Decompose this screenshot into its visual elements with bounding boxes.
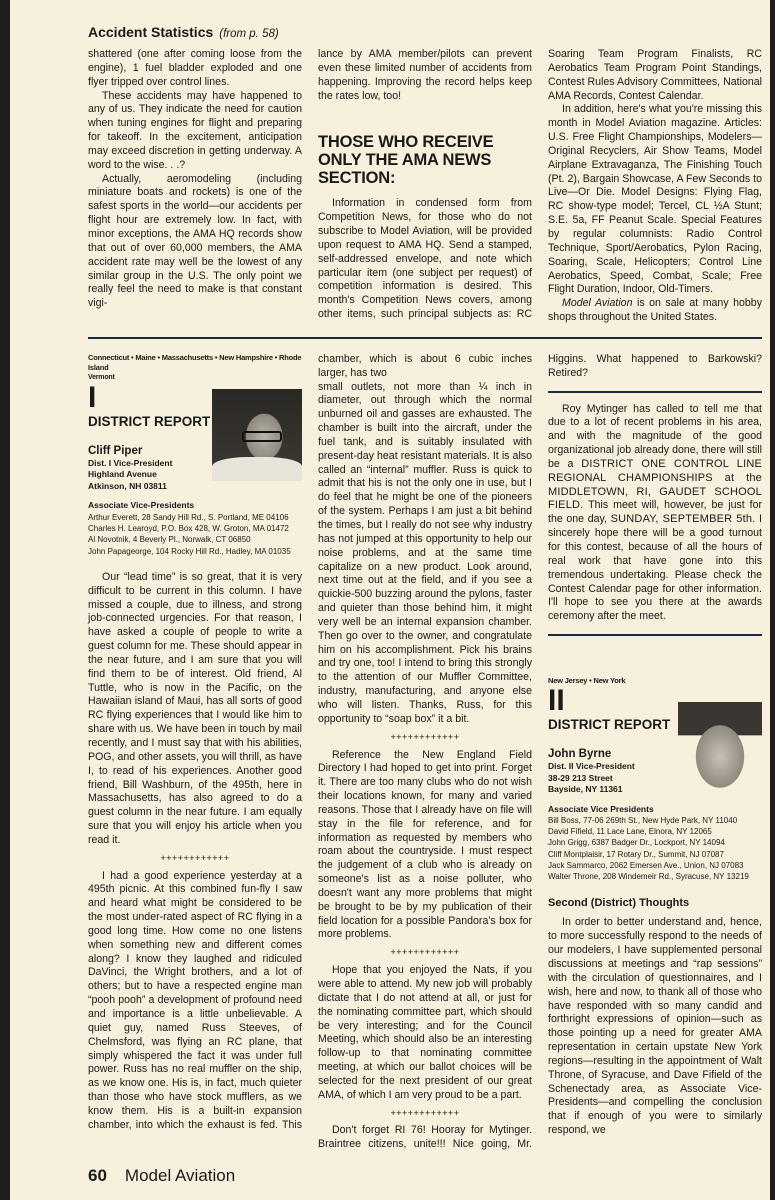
district-numeral: II [548, 684, 565, 718]
associate-vp: John Papageorge, 104 Rocky Hill Rd., Hadley, MA 01035 [88, 546, 291, 556]
associate-title: Associate Vice Presidents [548, 803, 654, 814]
paragraph: Information in condensed form from Competition News, for those who do not subscribe to Model Aviation, will be provided upon request to AMA HQ. Send a stamped, self-addressed envelope, and note which particular item (one subject per request) of competition information is desired. This month's Competition News covers, among other items, such principal subjects as: RC Soaring Team Program Finalists, RC Aerobatics Team Program Point Standings, Contest Rules Advisory Committees, National AMA Records, Contest Calendar. [318, 48, 762, 321]
vp-title: Dist. II Vice-President [548, 761, 635, 772]
paragraph [548, 297, 762, 325]
separator: ++++++++++++ [390, 947, 460, 958]
vp-address: Highland Avenue [88, 469, 157, 480]
paragraph-text: Roy Mytinger has called to tell me that due to a lot of recent problems in his area, and with the magnitude of the good organizational job already done, there will still be a [548, 402, 762, 470]
vp-name: Cliff Piper [88, 444, 143, 457]
paragraph: Don't forget RI 76! Hooray for Mytinger. Braintree citizens, unite!!! Nice going, Mr. Higgins. What happened to Barkowski? Retired? [318, 352, 762, 1151]
associate-vp: Jack Sammarco, 2062 Emersen Ave., Union, NJ 07083 [548, 861, 744, 871]
district-2-header [548, 676, 762, 883]
page-number: 60 [88, 1166, 107, 1186]
paragraph-text: I sincerely hope there will be a good turnout for this contest, because of all the hours of real work that have gone into this tremendous undertaking. Please check the Contest Calendar page for other information. I'll hope to see you there at the awards ceremony after the meet. [548, 513, 763, 623]
shirt [212, 457, 302, 481]
district-numeral: I [88, 380, 97, 414]
news-section-heading: THOSE WHO RECEIVE ONLY THE AMA NEWS SECTION: [318, 133, 494, 188]
magazine-title: Model Aviation [124, 1166, 236, 1186]
magazine-page [10, 0, 770, 1200]
divider [548, 391, 762, 393]
divider [88, 337, 762, 339]
district-title: DISTRICT REPORT [548, 717, 671, 733]
associate-vp: Walter Throne, 208 Windemeir Rd., Syracuse, NY 13219 [548, 872, 749, 882]
paragraph: Hope that you enjoyed the Nats, if you were able to attend. My new job will probably dictate that I do not attend at all, or just for the nominating committee part, which should be very interesting; and for the Council Meeting, which should also be an interesting follow-up to that nominating committee meeting, at which our ballot choices will be selected for the next president of our great AMA, of which I am very proud to be a part. [318, 964, 532, 1101]
header-title: Accident Statistics [88, 24, 214, 40]
associate-vp-list [88, 500, 302, 556]
subheading: Second (District) Thoughts [548, 896, 690, 909]
associate-vp: Bill Boss, 77-06 269th St., New Hyde Park, NY 11040 [548, 815, 738, 825]
event-date: SUNDAY, SEPTEMBER 5th. [610, 513, 756, 526]
associate-vp-list [548, 804, 762, 883]
paragraph [548, 403, 762, 625]
section-header [88, 24, 770, 40]
district-states: Connecticut • Maine • Massachusetts • New Hampshire • Rhode Island [88, 352, 302, 372]
divider [548, 634, 762, 636]
cliff-piper-photo [212, 389, 302, 481]
separator: ++++++++++++ [390, 731, 460, 742]
vp-name: John Byrne [548, 748, 612, 761]
paragraph: In order to better understand and, hence, to more successfully respond to the needs of our modelers, I have supplemented personal discussions at meetings and “rap sessions” with the circulation of questionnaires, and I wish, here and now, to thank all of those who have responded with so many candid and forthright expressions of opinion—such as those pointing up a need for greater AMA representation in certain upstate New York regions—resulting in the appointment of Walt Throne, of Syracuse, and Dave Fifield of the Schenectady area, as Associate Vice-Presidents—and compelling the conclusion that if enough of you were to similarly respond, we [548, 916, 762, 1137]
header-page-ref: (from p. 58) [219, 28, 279, 40]
associate-vp: John Grigg, 6387 Badger Dr., Lockport, NY 14094 [548, 838, 725, 848]
paragraph: I had a good experience yesterday at a 495th picnic. At this combined fun-fly I saw and heard what might be considered to be the most under-rated aspect of RC flying in a good long time. How come no one listens when something new and different comes along? I know they laughed and ridiculed DaVinci, the Wright brothers, and a lot of others; but to have a respected engine man “pooh pooh” a development of profound need and importance is a little unbelievable. A quiet guy, named Russ Steeves, of Chelmsford, was flying an RC plane, that simply whispered the fact it was under full power. Russ has no real muffler on the ship, as we know one. His is, in fact, much quieter than those who have stock mufflers, as we know them. His is a built-in expansion chamber, into which the exhaust is fed. This chamber, which is about 6 cubic inches larger, has two [88, 352, 532, 1131]
paragraph: shattered (one after coming loose from the engine), 1 fuel bladder exploded and one flyer tripped over control lines. [88, 48, 302, 88]
paragraph-text: This meet will, however, be just for the one day, [548, 499, 762, 526]
associate-vp: David Fifield, 11 Lace Lane, Elnora, NY 12065 [548, 827, 712, 837]
event-name: DISTRICT ONE CONTROL LINE REGIONAL CHAMPIONSHIPS at the MIDDLETOWN, RI, GAUDET SCHOOL FIELD. [548, 457, 763, 512]
accident-and-news-section [88, 48, 762, 325]
paragraph: Actually, aeromodeling (including miniature boats and rockets) is one of the safest sports in the world—our accidents per flight hour are extremely low. In fact, with minor exceptions, the AMA HQ records show that out of over 60,000 members, the AMA accident rate may well be the lowest of any similar group in the U.S. The only point we really feel the need to make is that constant vigi- [88, 172, 302, 310]
vp-city: Bayside, NY 11361 [548, 784, 623, 795]
john-byrne-photo [678, 702, 762, 796]
district-reports-section [88, 353, 762, 1152]
district-1-header [88, 353, 302, 557]
separator: ++++++++++++ [390, 1107, 460, 1118]
associate-vp: Arthur Everett, 28 Sandy Hill Rd., S. Portland, ME 04106 [88, 512, 289, 522]
paragraph: lance by AMA member/pilots can prevent even these limited number of accidents from happening. Improving the record helps keep the rates low, too! [318, 48, 532, 102]
magazine-name: Model Aviation [562, 297, 633, 310]
paragraph: These accidents may have happened to any of us. They indicate the need for caution when tuning engines for flight and preparing for takeoff. In the excitement, anticipation may exceed discretion in getting underway. A word to the wise. . .? [88, 89, 302, 171]
paragraph: Our “lead time” is so great, that it is very difficult to be current in this column. I have missed a couple, due to illness, and strong job-connected urgencies. For that reason, I have asked a couple of people to write a guest column for me. These should appear in the near future, and I am sure that you will find them to be of interest. Old friend, Al Tuttle, who is now in the Pacific, on the Hawaiian island of Maui, has all sorts of good RC flying experiences that I would like him to share with us. We have been in touch by mail recently, and I must say that with his abilities, POG, and other assets, you will thrill, as have I, to read of his experiences. Another good friend, Bill Washburn, of the 495th, here in Massachusetts, has also agreed to do a guest column in the near future. I am equally sure that you will enjoy his article when you read it. [88, 570, 302, 846]
associate-vp: Charles H. Learoyd, P.O. Box 428, W. Groton, MA 01472 [88, 523, 289, 533]
page-footer [88, 1166, 770, 1186]
associate-vp: Cliff Montplaisir, 17 Rotary Dr., Summit, NJ 07087 [548, 849, 724, 859]
glasses [242, 431, 282, 442]
paragraph-text: is on sale at many hobby shops throughout the United States. [548, 297, 762, 324]
associate-vp: Al Novotnik, 4 Beverly Pl., Norwalk, CT 06850 [88, 535, 251, 545]
separator: ++++++++++++ [160, 852, 230, 863]
district-states: Vermont [88, 373, 115, 381]
associate-title: Associate Vice-Presidents [88, 500, 195, 511]
vp-title: Dist. I Vice-President [88, 457, 173, 468]
paragraph: small outlets, not more than ¼ inch in diameter, out through which the normal unburned oil and gasses are exhausted. The chamber is built into the aircraft, under the fuel tank, and is suitably insulated with present-day heat resistant materials. It is also called an “internal” muffler. Russ is quick to admit that his is not the only one in use, but I do feel that he might be one of the pioneers of the system. Perhaps I am just a bit behind the times, but I really do not see why industry has not jumped at this opportunity to help our noise problems, and at the same time capitalize on a new product. Look around, next time out at the field, and if you see a quickie-500 buzzing around the pylons, faster and quieter than those behind him, it might very well be an internal expansion chamber. Then go over to the owner, and congratulate him on his accomplishment. Pick his brains and try one, too! I intend to bring this strongly to the attention of our Muffler Committee, industry, manufacturing, and anyone else who will listen. Thanks, Russ, for this opportunity to “soap box” it a bit. [318, 380, 532, 725]
district-title: DISTRICT REPORT [88, 413, 211, 429]
paragraph: In addition, here's what you're missing this month in Model Aviation magazine. Articles: U.S. Free Flight Championships, Modelers—Original Recyclers, Air Show Teams, Model Airplane Extravaganza, The Finishing Touch (Pt. 2), Bargain Showcase, A Few Seconds to Live—Or Die. Model Designs: Flying Flag, RC show-type model; Tercel, CL ½A Stunt; S.E. 5a, FF Peanut Scale. Special Features by regular columnists: Radio Control Technique, Sport/Aerobatics, Pylon Racing, Soaring, Scale, Helicopters; Control Line Aerobatics, Speed, Combat, Scale; Free Flight Duration, Indoor, Old-Timers. [548, 103, 762, 296]
vp-address: 38-29 213 Street [548, 772, 613, 783]
vp-city: Atkinson, NH 03811 [88, 480, 167, 491]
district-states: New Jersey • New York [548, 676, 626, 686]
paragraph: Reference the New England Field Directory I had hoped to get into print. Forget it. There are too many clubs who do not wish their locations known, for many and varied reasons. Those that I already have on file will stay in the file for reference, and for information as requested by members who roam about the countryside. I must respect the judgement of a club who is already on someone's list as a noise polluter, who doesn't want any more problems that might be brought to be by my publication of their field location for a possible Pandora's box for more problems. [318, 748, 532, 941]
